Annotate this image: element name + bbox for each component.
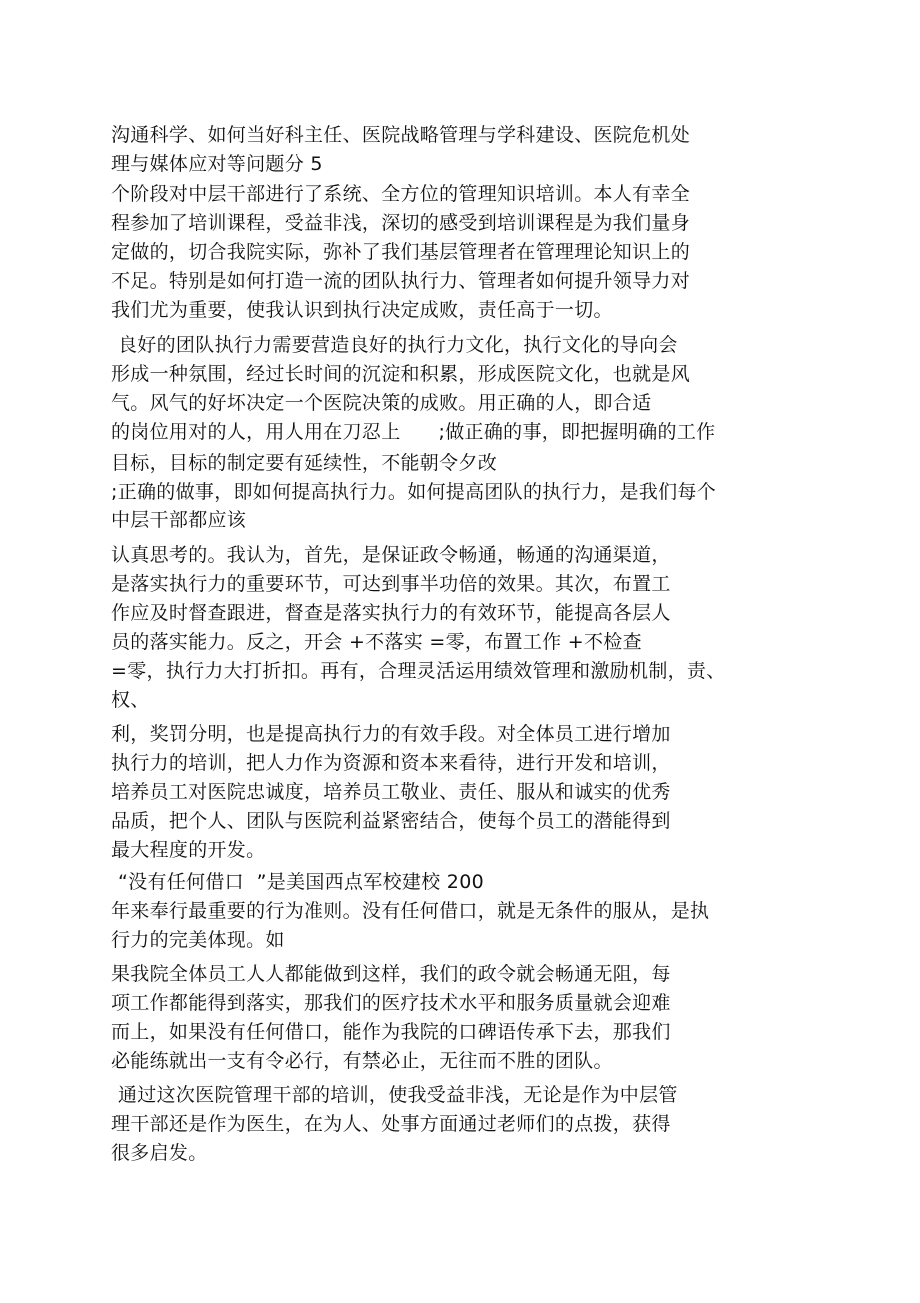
text-line: 作应及时督查跟进，督查是落实执行力的有效环节，能提高各层人 — [111, 602, 671, 624]
text-line: 不足。特别是如何打造一流的团队执行力、管理者如何提升领导力对 — [111, 270, 691, 292]
text-line: 认真思考的。我认为，首先，是保证政令畅通，畅通的沟通渠道， — [111, 544, 671, 566]
text-line: 通过这次医院管理干部的培训，使我受益非浅，无论是作为中层管 — [118, 1084, 678, 1106]
text-line: 执行力的培训，把人力作为资源和资本来看待，进行开发和培训， — [111, 752, 671, 774]
text-line: 年来奉行最重要的行为准则。没有任何借口，就是无条件的服从，是执 — [111, 900, 710, 922]
text-line: 员的落实能力。反之，开会 +不落实 =零，布置工作 +不检查 — [111, 631, 642, 653]
text-line: 气。风气的好坏决定一个医院决策的成败。用正确的人，即合适 — [111, 392, 652, 414]
text-line: 目标，目标的制定要有延续性，不能朝令夕改 — [111, 452, 498, 474]
text-line: 项工作都能得到落实，那我们的医疗技术水平和服务质量就会迎难 — [111, 992, 671, 1014]
text-line: 沟通科学、如何当好科主任、医院战略管理与学科建设、医院危机处 — [111, 124, 691, 146]
text-line: 必能练就出一支有令必行，有禁必止，无往而不胜的团队。 — [111, 1050, 613, 1072]
text-line: 很多启发。 — [111, 1142, 208, 1164]
text-line: 行力的完美体现。如 — [111, 929, 285, 951]
text-line: 理干部还是作为医生，在为人、处事方面通过老师们的点拨，获得 — [111, 1113, 671, 1135]
text-line: 利，奖罚分明，也是提高执行力的有效手段。对全体员工进行增加 — [111, 723, 671, 745]
text-line: 我们尤为重要，使我认识到执行决定成败，责任高于一切。 — [111, 299, 613, 321]
text-line: 程参加了培训课程，受益非浅，深切的感受到培训课程是为我们量身 — [111, 212, 691, 234]
text-line: 定做的，切合我院实际，弥补了我们基层管理者在管理理论知识上的 — [111, 241, 691, 263]
text-line: 权、 — [111, 689, 150, 711]
text-line: 而上，如果没有任何借口，能作为我院的口碑语传承下去，那我们 — [111, 1021, 671, 1043]
text-line: =零，执行力大打折扣。再有，合理灵活运用绩效管理和激励机制，责、 — [111, 660, 726, 682]
text-line: 最大程度的开发。 — [111, 839, 266, 861]
text-line: 是落实执行力的重要环节，可达到事半功倍的效果。其次，布置工 — [111, 573, 671, 595]
text-line: 良好的团队执行力需要营造良好的执行力文化，执行文化的导向会 — [118, 334, 678, 356]
text-line: ;正确的做事，即如何提高执行力。如何提高团队的执行力，是我们每个 — [111, 481, 717, 503]
text-line: “没有任何借口 ”是美国西点军校建校 200 — [118, 871, 484, 893]
text-line: 果我院全体员工人人都能做到这样，我们的政令就会畅通无阻，每 — [111, 963, 671, 985]
text-line: 个阶段对中层干部进行了系统、全方位的管理知识培训。本人有幸全 — [111, 183, 691, 205]
text-line: 品质，把个人、团队与医院利益紧密结合，使每个员工的潜能得到 — [111, 810, 671, 832]
text-line: 中层干部都应该 — [111, 509, 247, 531]
text-line: 理与媒体应对等问题分 5 — [111, 153, 323, 175]
text-line: 形成一种氛围，经过长时间的沉淀和积累，形成医院文化，也就是风 — [111, 363, 691, 385]
text-line: 培养员工对医院忠诚度，培养员工敬业、责任、服从和诚实的优秀 — [111, 781, 671, 803]
text-line: 的岗位用对的人，用人用在刀忍上 ;做正确的事，即把握明确的工作 — [111, 421, 716, 443]
